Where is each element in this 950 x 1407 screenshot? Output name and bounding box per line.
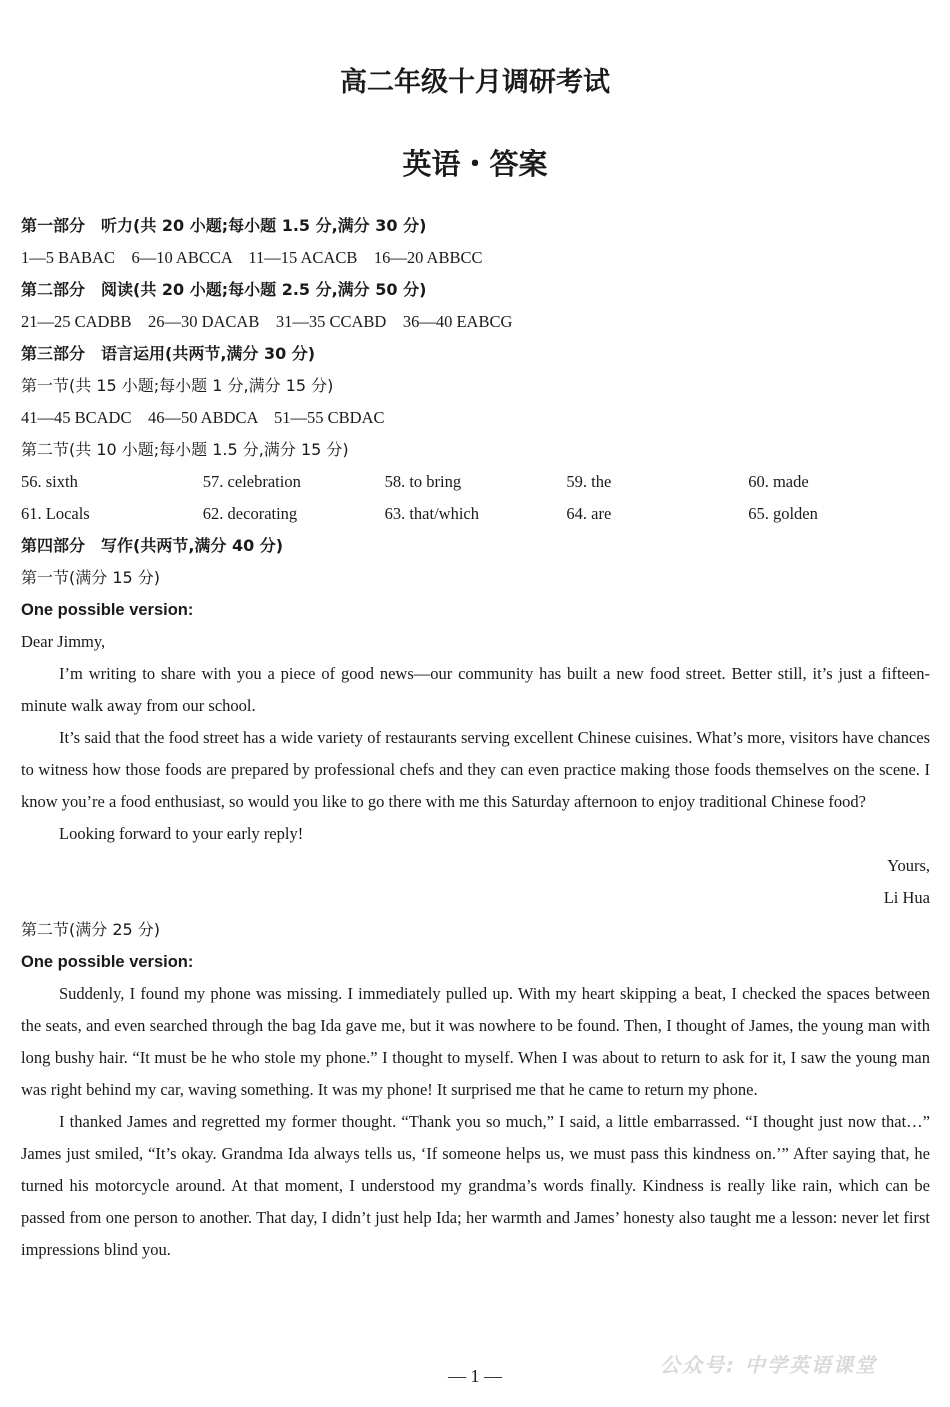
fill-answer: 61. Locals	[21, 504, 90, 523]
fill-answer: 62. decorating	[202, 504, 298, 523]
part4-section1-heading: 第一节(满分 15 分)	[21, 568, 161, 587]
letter-greeting: Dear Jimmy,	[21, 632, 106, 651]
part3-heading: 第三部分 语言运用(共两节,满分 30 分)	[21, 344, 316, 363]
part1-answers: 1—5 BABAC 6—10 ABCCA 11—15 ACACB 16—20 ABBCC	[21, 248, 483, 267]
letter-closing: Yours,	[887, 856, 930, 875]
page-number: — 1 —	[448, 1366, 502, 1386]
version-label: One possible version:	[21, 601, 194, 619]
exam-title: 高二年级十月调研考试	[340, 67, 610, 98]
fill-answer: 58. to bring	[384, 472, 462, 491]
version-label: One possible version:	[21, 953, 194, 971]
fill-answer-row	[21, 498, 930, 530]
fill-answer: 63. that/which	[384, 504, 479, 523]
part2-heading: 第二部分 阅读(共 20 小题;每小题 2.5 分,满分 50 分)	[21, 280, 427, 299]
fill-answer: 65. golden	[748, 504, 818, 523]
story-paragraph: I thanked James and regretted my former thought. “Thank you so much,” I said, a little embarrassed. “I thought just now that…” James just smiled, “It’s okay. Grandma Ida always tells us, ‘If someone helps us, we must pass this kindness on.’” After saying that, he turned his motorcycle around. At that moment, I understood my grandma’s words finally. Kindness is really like rain, which can be passed from one person to another. That day, I didn’t just help Ida; her warmth and James’ honesty also taught me a lesson: never let first impressions blind you.	[21, 1112, 930, 1259]
part3-section1-heading: 第一节(共 15 小题;每小题 1 分,满分 15 分)	[21, 376, 334, 395]
part3-section1-answers: 41—45 BCADC 46—50 ABDCA 51—55 CBDAC	[21, 408, 385, 427]
fill-answer: 60. made	[748, 472, 809, 491]
part3-section2-heading: 第二节(共 10 小题;每小题 1.5 分,满分 15 分)	[21, 440, 349, 459]
part2-answers: 21—25 CADBB 26—30 DACAB 31—35 CCABD 36—40 EABCG	[21, 312, 513, 331]
fill-answer: 59. the	[566, 472, 612, 491]
part4-section2-heading: 第二节(满分 25 分)	[21, 920, 161, 939]
watermark: 公众号: 中学英语课堂	[660, 1353, 877, 1377]
subject-title: 英语・答案	[402, 147, 548, 181]
letter-paragraph: It’s said that the food street has a wide variety of restaurants serving excellent Chinese cuisines. What’s more, visitors have chances to witness how those foods are prepared by professional chefs and they can even practice making those foods themselves on the scene. I know you’re a food enthusiast, so would you like to go there with me this Saturday afternoon to enjoy traditional Chinese food?	[21, 728, 930, 811]
fill-answer-row	[21, 466, 930, 498]
letter-signature: Li Hua	[883, 888, 930, 907]
part1-heading: 第一部分 听力(共 20 小题;每小题 1.5 分,满分 30 分)	[21, 216, 427, 235]
answer-content	[21, 210, 930, 1266]
letter-paragraph: I’m writing to share with you a piece of good news—our community has built a new food street. Better still, it’s just a fifteen-minute walk away from our school.	[21, 664, 930, 715]
part4-heading: 第四部分 写作(共两节,满分 40 分)	[21, 536, 284, 555]
story-paragraph: Suddenly, I found my phone was missing. I immediately pulled up. With my heart skipping a beat, I checked the spaces between the seats, and even searched through the bag Ida gave me, but it was nowhere to be found. Then, I thought of James, the young man with long bushy hair. “It must be he who stole my phone.” I thought to myself. When I was about to return to ask for it, I saw the young man was right behind my car, waving something. It was my phone! It surprised me that he came to return my phone.	[21, 984, 930, 1099]
fill-answer: 64. are	[566, 504, 612, 523]
letter-paragraph: Looking forward to your early reply!	[59, 824, 304, 843]
fill-answer: 56. sixth	[21, 472, 78, 491]
fill-answer: 57. celebration	[202, 472, 301, 491]
